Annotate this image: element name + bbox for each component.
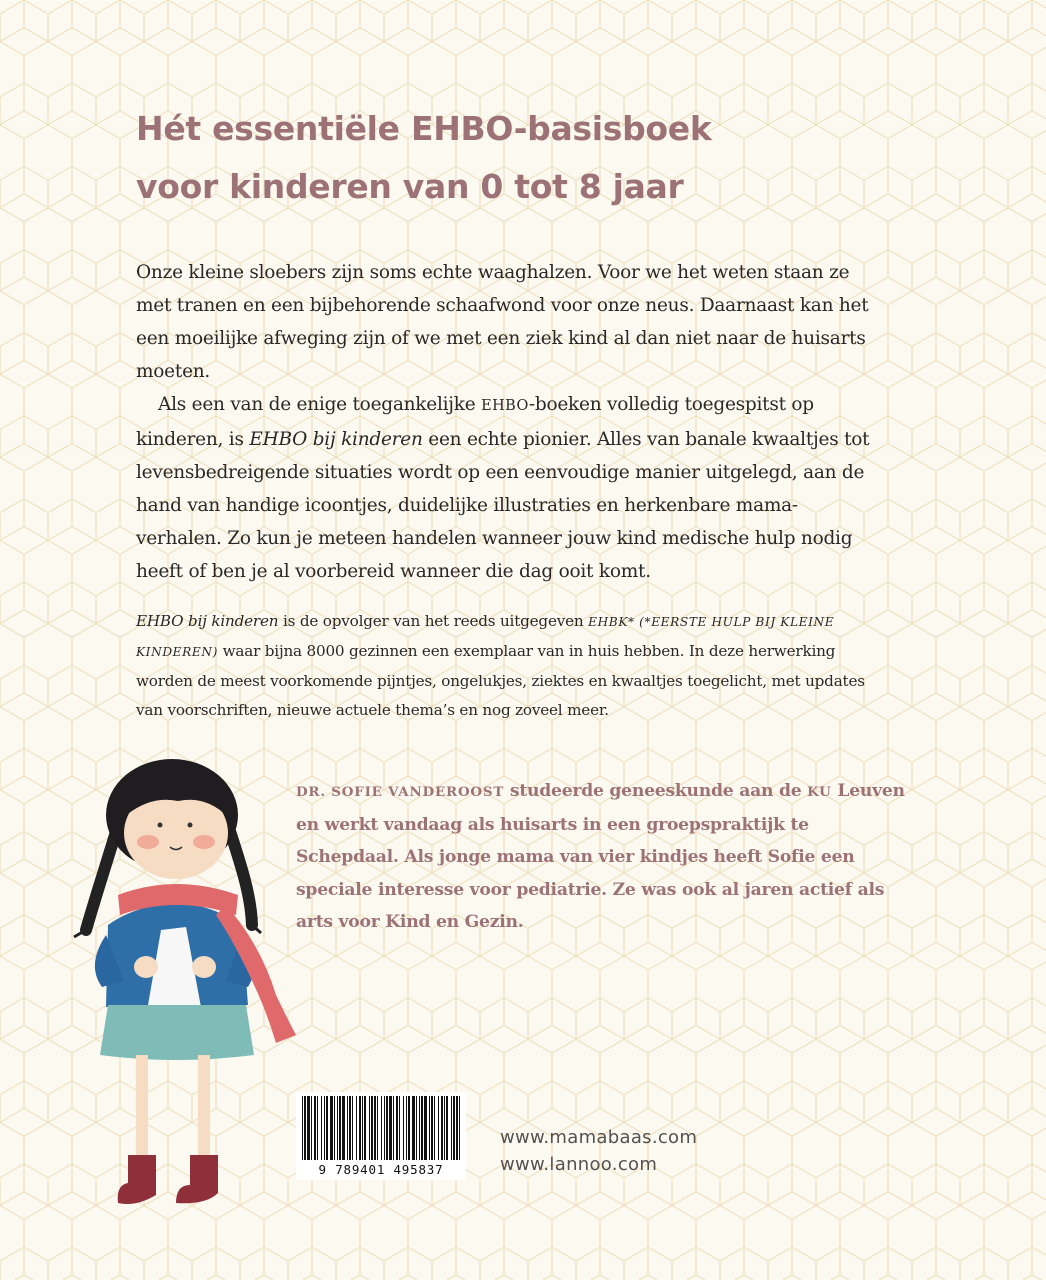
url-lannoo[interactable]: www.lannoo.com	[500, 1154, 658, 1175]
url-mamabaas[interactable]: www.mamabaas.com	[500, 1127, 698, 1148]
intro-p2-end: een echte pionier. Alles van banale kwaaltjes tot levensbedreigende situaties wordt op een eenvoudige manier uitgelegd, aan de hand van handige icoontjes, duidelijke illustraties en herkenbare mama-verhalen. Zo kun je meteen handelen wanneer jouw kind medische hulp nodig heeft of ben je al voorbereid wanneer die dag ooit komt.	[136, 429, 870, 582]
intro-text	[136, 256, 876, 588]
back-cover-heading	[136, 100, 1016, 216]
intro-p2-ehbo: EHBO	[481, 398, 529, 414]
author-text-b: Leuven en werkt vandaag als huisarts in een groepspraktijk te Schepdaal. Als jonge mama van vier kindjes heeft Sofie een speciale interesse voor pediatrie. Ze was ook al jaren actief als arts voor Kind en Gezin.	[296, 781, 905, 933]
author-name: DR. SOFIE VANDEROOST	[296, 784, 505, 800]
details-book-title: EHBO bij kinderen	[136, 612, 279, 630]
isbn-number: 9 789401 495837	[318, 1162, 444, 1177]
details-ehbk: EHBK*	[588, 615, 635, 629]
heading-line-1: Hét essentiële EHBO-basisboek	[136, 109, 712, 148]
heading-line-2: voor kinderen van 0 tot 8 jaar	[136, 167, 684, 206]
author-bio	[296, 775, 916, 939]
intro-p2-middle: -boeken volledig toegespitst op kinderen, is	[136, 394, 814, 450]
website-links	[500, 1124, 697, 1178]
intro-p2-book-title: EHBO bij kinderen	[249, 429, 423, 450]
barcode-bars	[296, 1092, 466, 1162]
details-text-b: waar bijna 8000 gezinnen een exemplaar van in huis hebben. In deze herwerking worden de meest voorkomende pijntjes, ongelukjes, ziektes en kwaaltjes toegelicht, met updates van voorschriften, nieuwe actuele thema’s en nog zoveel meer.	[136, 642, 865, 719]
intro-p2-start: Als een van de enige toegankelijke	[158, 394, 482, 415]
details-ehbk-full: (*EERSTE HULP BIJ KLEINE KINDEREN)	[136, 615, 835, 659]
details-paragraph	[136, 607, 896, 725]
intro-paragraph-2	[136, 388, 876, 588]
details-text-a: is de opvolger van het reeds uitgegeven	[278, 612, 589, 630]
author-ku: KU	[807, 784, 832, 800]
intro-paragraph-1: Onze kleine sloebers zijn soms echte waaghalzen. Voor we het weten staan ze met tranen en een bijbehorende schaafwond voor onze neus. Daarnaast kan het een moeilijke afweging zijn of we met een ziek kind al dan niet naar de huisarts moeten.	[136, 262, 869, 382]
author-text-a: studeerde geneeskunde aan de	[504, 781, 808, 801]
